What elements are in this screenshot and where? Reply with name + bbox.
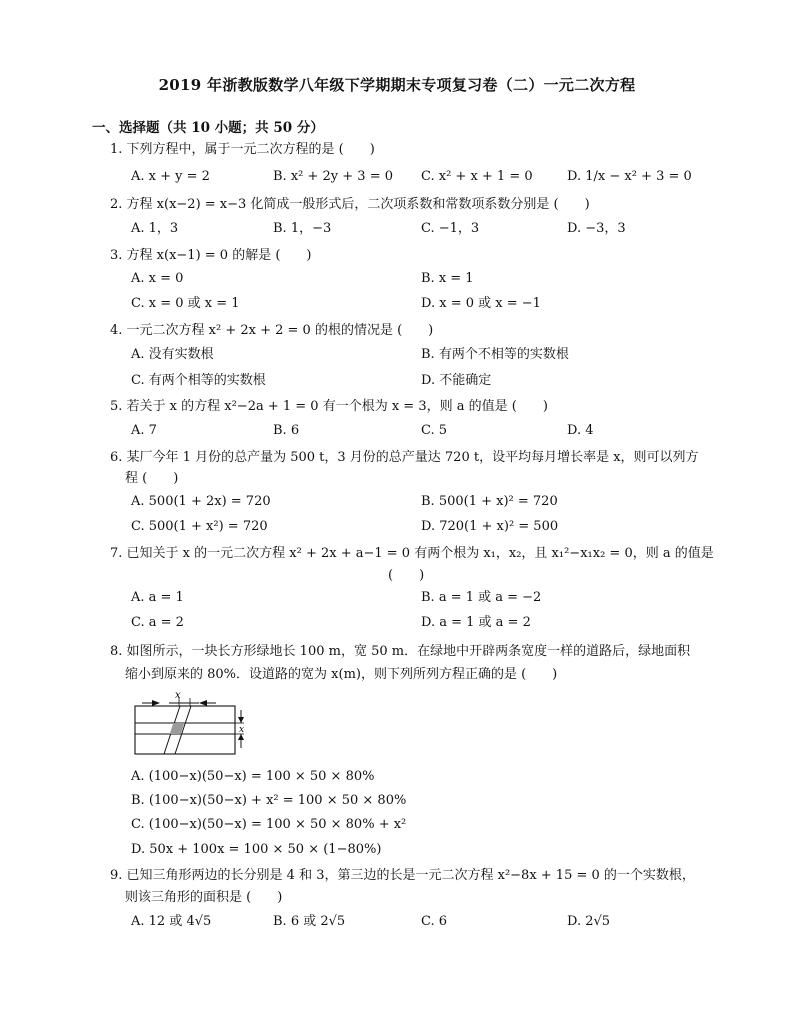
question-3-stem: 3. 方程 x(x−1) = 0 的解是 ( ) <box>110 248 312 263</box>
q4-option-d: D. 不能确定 <box>421 373 492 388</box>
question-8-stem-line2: 缩小到原来的 80%．设道路的宽为 x(m)，则下列所列方程正确的是 ( ) <box>125 667 558 682</box>
q4-option-c: C. 有两个相等的实数根 <box>131 373 266 388</box>
q1-option-b: B. x² + 2y + 3 = 0 <box>273 169 393 184</box>
question-8-stem-line1: 8. 如图所示，一块长方形绿地长 100 m，宽 50 m．在绿地中开辟两条宽度一样的道路后，绿地面积 <box>110 644 691 659</box>
question-6-stem-line2: 程 ( ) <box>125 471 179 486</box>
q5-option-a: A. 7 <box>131 423 157 438</box>
q3-option-d: D. x = 0 或 x = −1 <box>421 296 541 311</box>
q2-option-a: A. 1，3 <box>131 221 179 236</box>
q8-option-c: C. (100−x)(50−x) = 100 × 50 × 80% + x² <box>131 817 407 832</box>
q8-option-b: B. (100−x)(50−x) + x² = 100 × 50 × 80% <box>131 793 407 808</box>
q9-option-b: B. 6 或 2√5 <box>273 914 346 929</box>
q5-option-d: D. 4 <box>567 423 594 438</box>
q2-option-b: B. 1，−3 <box>273 221 332 236</box>
question-9-stem-line2: 则该三角形的面积是 ( ) <box>125 890 283 905</box>
q3-option-a: A. x = 0 <box>131 271 184 286</box>
q6-option-c: C. 500(1 + x²) = 720 <box>131 519 268 534</box>
q7-option-d: D. a = 1 或 a = 2 <box>421 615 531 630</box>
right-arrow-top <box>238 717 244 723</box>
q3-option-b: B. x = 1 <box>421 271 474 286</box>
question-1-stem: 1. 下列方程中，属于一元二次方程的是 ( ) <box>110 142 375 157</box>
q1-option-c: C. x² + x + 1 = 0 <box>421 169 533 184</box>
section-heading: 一、选择题（共 10 小题；共 50 分） <box>92 120 324 136</box>
label-x-right: x <box>239 725 245 735</box>
q1-option-a: A. x + y = 2 <box>131 169 210 184</box>
q6-option-a: A. 500(1 + 2x) = 720 <box>131 494 271 509</box>
q3-option-c: C. x = 0 或 x = 1 <box>131 296 240 311</box>
question-5-stem: 5. 若关于 x 的方程 x²−2a + 1 = 0 有一个根为 x = 3，则 a 的值是 ( ) <box>110 399 548 414</box>
q8-option-a: A. (100−x)(50−x) = 100 × 50 × 80% <box>131 769 375 784</box>
q4-option-a: A. 没有实数根 <box>131 347 214 362</box>
q2-option-d: D. −3，3 <box>567 221 626 236</box>
question-7-stem-line1: 7. 已知关于 x 的一元二次方程 x² + 2x + a−1 = 0 有两个根为 x₁，x₂，且 x₁²−x₁x₂ = 0，则 a 的值是 <box>110 546 714 561</box>
question-9-stem-line1: 9. 已知三角形两边的长分别是 4 和 3，第三边的长是一元二次方程 x²−8x + 15 = 0 的一个实数根， <box>110 868 695 883</box>
q1-option-d: D. 1/x − x² + 3 = 0 <box>567 169 692 184</box>
road-figure <box>132 690 262 760</box>
question-4-stem: 4. 一元二次方程 x² + 2x + 2 = 0 的根的情况是 ( ) <box>110 323 434 338</box>
q6-option-b: B. 500(1 + x)² = 720 <box>421 494 558 509</box>
q2-option-c: C. −1，3 <box>421 221 480 236</box>
field-rectangle <box>135 706 235 754</box>
document-title: 2019 年浙教版数学八年级下学期期末专项复习卷（二）一元二次方程 <box>158 76 636 94</box>
q4-option-b: B. 有两个不相等的实数根 <box>421 347 569 362</box>
q5-option-c: C. 5 <box>421 423 448 438</box>
q7-option-b: B. a = 1 或 a = −2 <box>421 590 542 605</box>
question-6-stem-line1: 6. 某厂今年 1 月份的总产量为 500 t，3 月份的总产量达 720 t，设平均每月增长率是 x，则可以列方 <box>110 450 699 465</box>
q6-option-d: D. 720(1 + x)² = 500 <box>421 519 559 534</box>
q7-option-a: A. a = 1 <box>131 590 184 605</box>
q9-option-d: D. 2√5 <box>567 914 611 929</box>
question-2-stem: 2. 方程 x(x−2) = x−3 化简成一般形式后，二次项系数和常数项系数分别是 ( ) <box>110 197 590 212</box>
road-diagram <box>132 690 262 764</box>
question-7-stem-line2: ( ) <box>388 568 425 583</box>
q9-option-a: A. 12 或 4√5 <box>131 914 212 929</box>
q5-option-b: B. 6 <box>273 423 300 438</box>
label-x-top: x <box>175 690 181 701</box>
q8-option-d: D. 50x + 100x = 100 × 50 × (1−80%) <box>131 842 382 857</box>
q9-option-c: C. 6 <box>421 914 448 929</box>
q7-option-c: C. a = 2 <box>131 615 184 630</box>
